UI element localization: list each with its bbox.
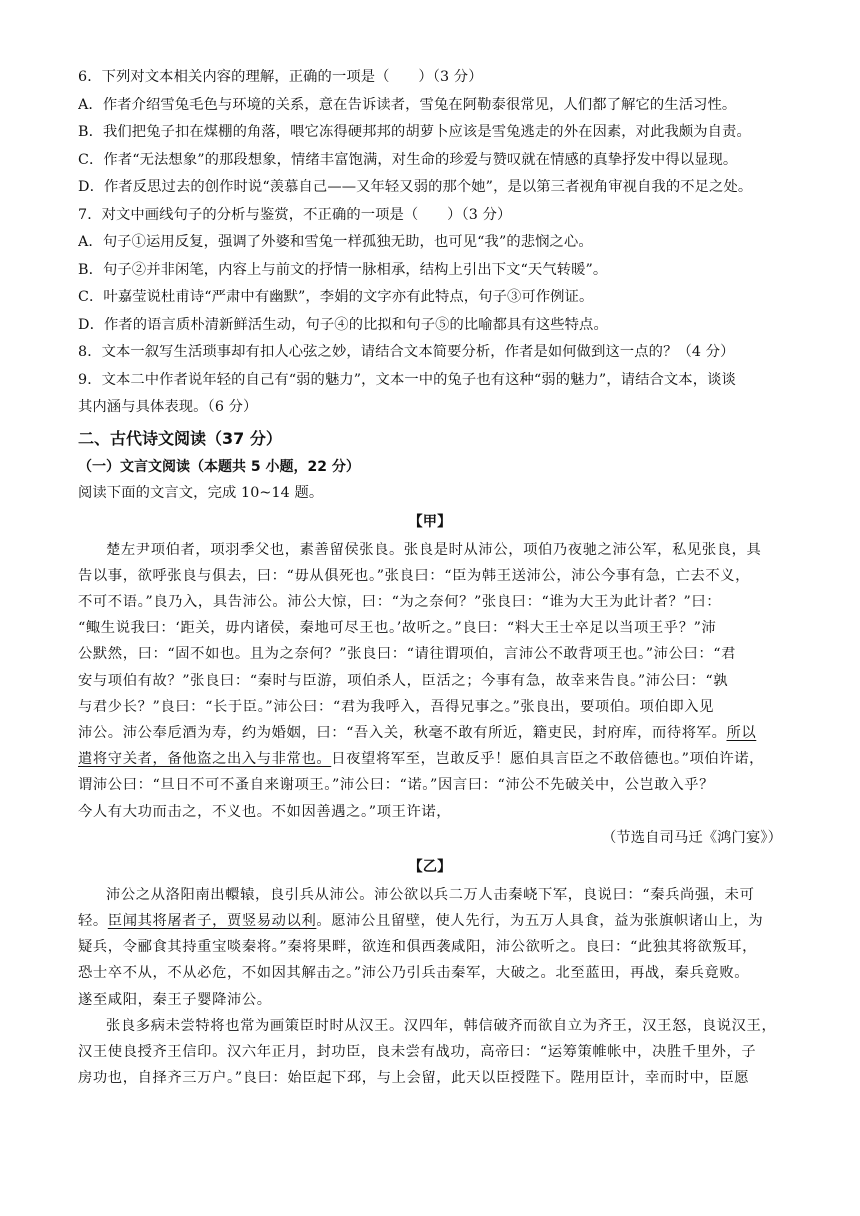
- yi-line: 疑兵，令郦食其持重宝啖秦将。”秦将果畔，欲连和俱西袭咸阳，沛公欲听之。良曰：“此独其将欲叛耳，: [78, 939, 758, 956]
- yi-line: 房功也，自择齐三万户。”良曰：始臣起下邳，与上会留，此天以臣授陛下。陛用臣计，幸而时中，臣愿: [78, 1070, 750, 1087]
- underlined-sentence: 所以: [726, 724, 757, 741]
- q6-option-b: B．我们把兔子扣在煤棚的角落，喂它冻得硬邦邦的胡萝卜应该是雪兔逃走的外在因素，对此我颇为自责。: [78, 124, 751, 140]
- q7-option-a: A．句子①运用反复，强调了外婆和雪兔一样孤独无助，也可见“我”的悲悯之心。: [78, 234, 593, 250]
- underlined-sentence: 遣将守关者，备他盗之出入与非常也。: [78, 751, 332, 768]
- jia-line: 安与项伯有故？”张良曰：“秦时与臣游，项伯杀人，臣活之；今事有急，故幸来告良。”沛公曰：“孰: [78, 672, 729, 689]
- document-page: [78, 64, 782, 1091]
- jia-line: 谓沛公曰：“旦日不可不蚤自来谢项王。”沛公曰：“诺。”因言曰：“沛公不先破关中，公岂敢入乎？: [78, 777, 715, 794]
- reading-instruction: 阅读下面的文言文，完成 10~14 题。: [78, 484, 324, 501]
- q6-option-c: C．作者“无法想象”的那段想象，情绪丰富饱满，对生命的珍爱与赞叹就在情感的真挚抒发中得以显现。: [78, 151, 738, 168]
- jia-line: [78, 720, 782, 746]
- yi-line-text: 轻。: [78, 912, 108, 929]
- jia-line: 不可不语。”良乃入，具告沛公。沛公大惊，曰：“为之奈何？”张良曰：“谁为大王为此计者？”曰：: [78, 593, 722, 610]
- underlined-sentence: 臣闻其将屠者子，贾竖易动以利: [107, 912, 317, 929]
- jia-line: 今人有大功而击之，不义也。不如因善遇之。”项王许诺，: [78, 803, 452, 820]
- jia-line: 楚左尹项伯者，项羽季父也，素善留侯张良。张良是时从沛公，项伯乃夜驰之沛公军，私见张良，具: [106, 541, 762, 558]
- jia-line: 与君少长？”良曰：“长于臣。”沛公曰：“君为我呼入，吾得兄事之。”张良出，要项伯。项伯即入见: [78, 698, 715, 715]
- yi-line: 遂至咸阳，秦王子婴降沛公。: [78, 991, 272, 1008]
- jia-line: 告以事，欲呼张良与俱去，曰：“毋从俱死也。”张良曰：“臣为韩王送沛公，沛公今事有急，亡去不义，: [78, 567, 751, 584]
- jia-line: [78, 746, 782, 772]
- q7-option-d: D．作者的语言质朴清新鲜活生动，句子④的比拟和句子⑤的比喻都具有这些特点。: [78, 316, 608, 333]
- jia-source: （节选自司马迁《鸿门宴》）: [601, 829, 782, 846]
- question-8: 8．文本一叙写生活琐事却有扣人心弦之妙，请结合文本简要分析，作者是如何做到这一点的？（4 分）: [78, 344, 735, 360]
- yi-line: 恐士卒不从，不从必危，不如因其解击之。”沛公乃引兵击秦军，大破之。北至蓝田，再战，秦兵竟败。: [78, 965, 750, 982]
- yi-line: 张良多病未尝特将也常为画策臣时时从汉王。汉四年，韩信破齐而欲自立为齐王，汉王怒，良说汉王，: [106, 1017, 777, 1034]
- question-7: 7．对文中画线句子的分析与鉴赏，不正确的一项是（ ）（3 分）: [78, 206, 512, 223]
- jia-line-text: 日夜望将军至，岂敢反乎！愿伯具言臣之不敢倍德也。”项伯许诺，: [331, 751, 765, 768]
- yi-line-text: 。愿沛公且留壁，使人先行，为五万人具食，益为张旗帜诸山上，为: [316, 912, 764, 929]
- yi-line: [78, 908, 782, 934]
- yi-line: 沛公之从洛阳南出轘辕，良引兵从沛公。沛公欲以兵二万人击秦峣下军，良说曰：“秦兵尚强，未可: [106, 886, 755, 903]
- q6-option-d: D．作者反思过去的创作时说“羡慕自己——又年轻又弱的那个她”，是以第三者视角审视自我的不足之处。: [78, 179, 753, 195]
- jia-line: “鲰生说我曰：‘距关，毋内诸侯，秦地可尽王也。’故听之。”良曰：“料大王士卒足以当项王乎？”沛: [78, 620, 717, 637]
- q7-option-b: B．句子②并非闲笔，内容上与前文的抒情一脉相承，结构上引出下文“天气转暖”。: [78, 261, 608, 278]
- subsection-1-title: （一）文言文阅读（本题共 5 小题，22 分）: [78, 458, 360, 475]
- question-6: 6．下列对文本相关内容的理解，正确的一项是（ ）（3 分）: [78, 69, 483, 85]
- q6-option-a: A．作者介绍雪兔毛色与环境的关系，意在告诉读者，雪兔在阿勒泰很常见，人们都了解它的生活习性。: [78, 96, 737, 113]
- q7-option-c: C．叶嘉莹说杜甫诗“严肃中有幽默”，李娟的文字亦有此特点，句子③可作例证。: [78, 289, 594, 305]
- section-2-title: 二、古代诗文阅读（37 分）: [78, 428, 282, 448]
- jia-line-text: 沛公。沛公奉卮酒为寿，约为婚姻，曰：“吾入关，秋毫不敢有所近，籍吏民，封府库，而待将军。: [78, 724, 727, 741]
- yi-line: 汉王使良授齐王信印。汉六年正月，封功臣，良未尝有战功，高帝曰：“运筹策帷帐中，决胜千里外，子: [78, 1043, 757, 1060]
- question-9-cont: 其内涵与具体表现。（6 分）: [78, 399, 258, 415]
- question-9: 9．文本二中作者说年轻的自己有“弱的魅力”，文本一中的兔子也有这种“弱的魅力”，请结合文本，谈谈: [78, 371, 736, 388]
- jia-line: 公默然，曰：“固不如也。且为之奈何？”张良曰：“请往谓项伯，言沛公不敢背项王也。”沛公曰：“君: [78, 646, 737, 663]
- passage-yi-label: 【乙】: [408, 859, 452, 876]
- passage-jia-label: 【甲】: [408, 514, 452, 530]
